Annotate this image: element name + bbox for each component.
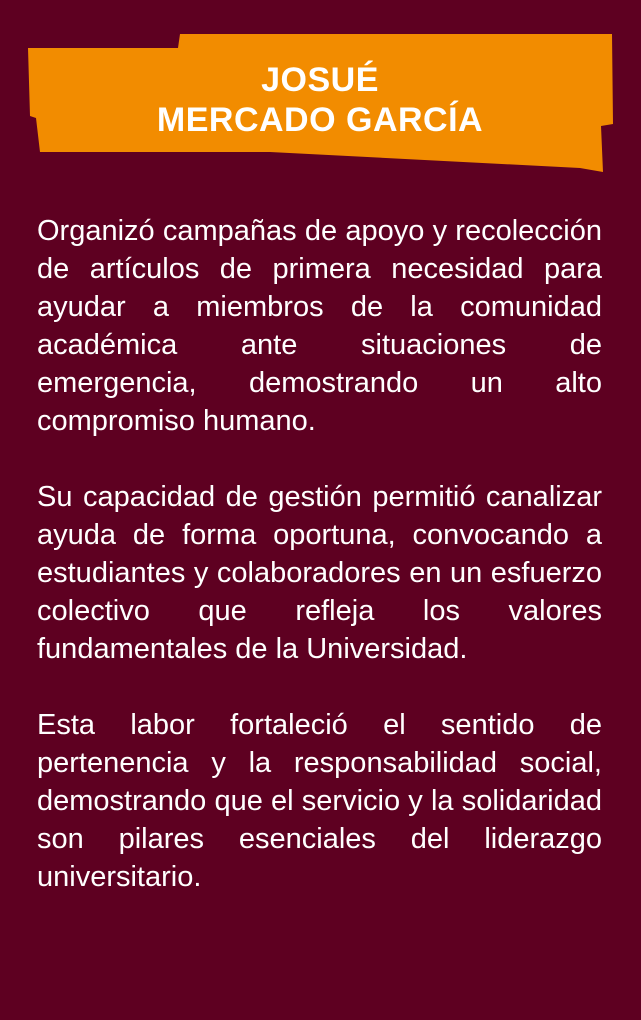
bio-paragraph: Organizó campañas de apoyo y recolección de artículos de primera necesidad para ayudar a miembros de la comunidad académica ante situaciones de emergencia, demostrando un alto compromiso humano. (37, 215, 602, 437)
person-name-line1: JOSUÉ (261, 61, 379, 99)
name-banner (0, 0, 641, 190)
bio-paragraph: Su capacidad de gestión permitió canalizar ayuda de forma oportuna, convocando a estudiantes y colaboradores en un esfuerzo colectivo que refleja los valores fundamentales de la Universidad. (37, 481, 602, 665)
person-name-line2: MERCADO GARCÍA (156, 101, 484, 139)
person-name (60, 60, 580, 140)
bio-paragraph: Esta labor fortaleció el sentido de pertenencia y la responsabilidad social, demostrando que el servicio y la solidaridad son pilares esenciales del liderazgo universitario. (37, 709, 602, 893)
bio-text (37, 212, 602, 934)
